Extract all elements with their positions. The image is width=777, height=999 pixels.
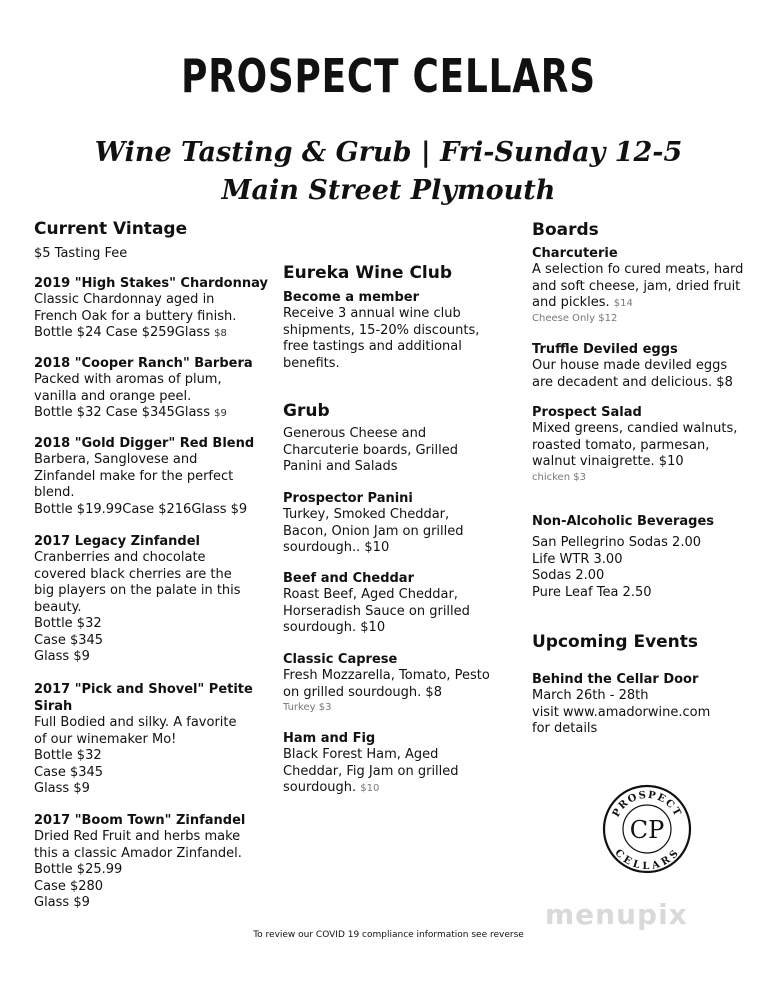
covid-footer-note: To review our COVID 19 compliance information see reverse xyxy=(253,930,524,940)
wine-club-description: Receive 3 annual wine club shipments, 15-20% discounts, free tastings and additional benefits. xyxy=(283,306,480,371)
event-details: March 26th - 28th visit www.amadorwine.com for details xyxy=(532,688,711,736)
wine-name: 2017 "Boom Town" Zinfandel xyxy=(34,813,246,828)
board-name: Truffle Deviled eggs xyxy=(532,342,678,357)
menu-item-name: Ham and Fig xyxy=(283,731,376,746)
board-description: A selection fo cured meats, hard and soft cheese, jam, dried fruit and pickles. $14 xyxy=(532,262,744,310)
restaurant-title: PROSPECT CELLARS xyxy=(181,49,596,103)
subtitle-hours: Wine Tasting & Grub | Fri-Sunday 12-5 xyxy=(94,137,683,168)
grub-description: Generous Cheese and Charcuterie boards, Grilled Panini and Salads xyxy=(283,426,458,474)
svg-text:PROSPECT: PROSPECT xyxy=(610,789,684,820)
wine-description: Full Bodied and silky. A favorite of our winemaker Mo! Bottle $32 Case $345 Glass $9 xyxy=(34,715,237,796)
menu-item-name: Prospector Panini xyxy=(283,491,413,506)
wine-name: 2017 "Pick and Shovel" Petite Sirah xyxy=(34,682,253,714)
event-name: Behind the Cellar Door xyxy=(532,672,699,687)
menupix-watermark: menupix xyxy=(545,898,688,931)
board-addon: chicken $3 xyxy=(532,472,586,483)
wine-name: 2017 Legacy Zinfandel xyxy=(34,534,200,549)
menu-item-name: Classic Caprese xyxy=(283,652,398,667)
subtitle-location: Main Street Plymouth xyxy=(221,175,556,206)
logo-monogram: CP xyxy=(629,816,665,844)
current-vintage-heading: Current Vintage xyxy=(34,219,188,239)
wine-description: Classic Chardonnay aged in French Oak for a buttery finish. Bottle $24 Case $259Glass $8 xyxy=(34,292,237,340)
board-addon: Cheese Only $12 xyxy=(532,313,618,324)
menu-item-description: Turkey, Smoked Cheddar, Bacon, Onion Jam on grilled sourdough.. $10 xyxy=(283,507,464,555)
menu-item-name: Beef and Cheddar xyxy=(283,571,414,586)
wine-club-heading: Eureka Wine Club xyxy=(283,263,453,283)
events-heading: Upcoming Events xyxy=(532,632,699,652)
menu-item-description: Black Forest Ham, Aged Cheddar, Fig Jam on grilled sourdough. $10 xyxy=(283,747,459,795)
beverages-heading: Non-Alcoholic Beverages xyxy=(532,514,715,529)
svg-text:CELLARS: CELLARS xyxy=(612,847,682,873)
wine-description: Packed with aromas of plum, vanilla and orange peel. Bottle $32 Case $345Glass $9 xyxy=(34,372,227,420)
beverages-list: San Pellegrino Sodas 2.00 Life WTR 3.00 Sodas 2.00 Pure Leaf Tea 2.50 xyxy=(532,535,701,600)
board-description: Mixed greens, candied walnuts, roasted tomato, parmesan, walnut vinaigrette. $10 xyxy=(532,421,738,469)
wine-description: Cranberries and chocolate covered black cherries are the big players on the palate in this beauty. Bottle $32 Case $345 Glass $9 xyxy=(34,550,241,664)
board-name: Charcuterie xyxy=(532,246,618,261)
wine-name: 2018 "Gold Digger" Red Blend xyxy=(34,436,255,451)
menu-item-addon: Turkey $3 xyxy=(283,702,332,713)
tasting-fee: $5 Tasting Fee xyxy=(34,246,128,261)
wine-name: 2019 "High Stakes" Chardonnay xyxy=(34,276,268,291)
boards-heading: Boards xyxy=(532,220,599,240)
wine-description: Dried Red Fruit and herbs make this a classic Amador Zinfandel. Bottle $25.99 Case $280 Glass $9 xyxy=(34,829,242,910)
grub-heading: Grub xyxy=(283,401,330,421)
menu-item-description: Fresh Mozzarella, Tomato, Pesto on grilled sourdough. $8 xyxy=(283,668,490,700)
prospect-cellars-logo xyxy=(602,784,692,874)
board-description: Our house made deviled eggs are decadent and delicious. $8 xyxy=(532,358,733,390)
menu-item-description: Roast Beef, Aged Cheddar, Horseradish Sauce on grilled sourdough. $10 xyxy=(283,587,470,635)
board-name: Prospect Salad xyxy=(532,405,642,420)
wine-club-subheading: Become a member xyxy=(283,290,419,305)
wine-name: 2018 "Cooper Ranch" Barbera xyxy=(34,356,253,371)
wine-description: Barbera, Sanglovese and Zinfandel make for the perfect blend. Bottle $19.99Case $216Glass $9 xyxy=(34,452,248,517)
